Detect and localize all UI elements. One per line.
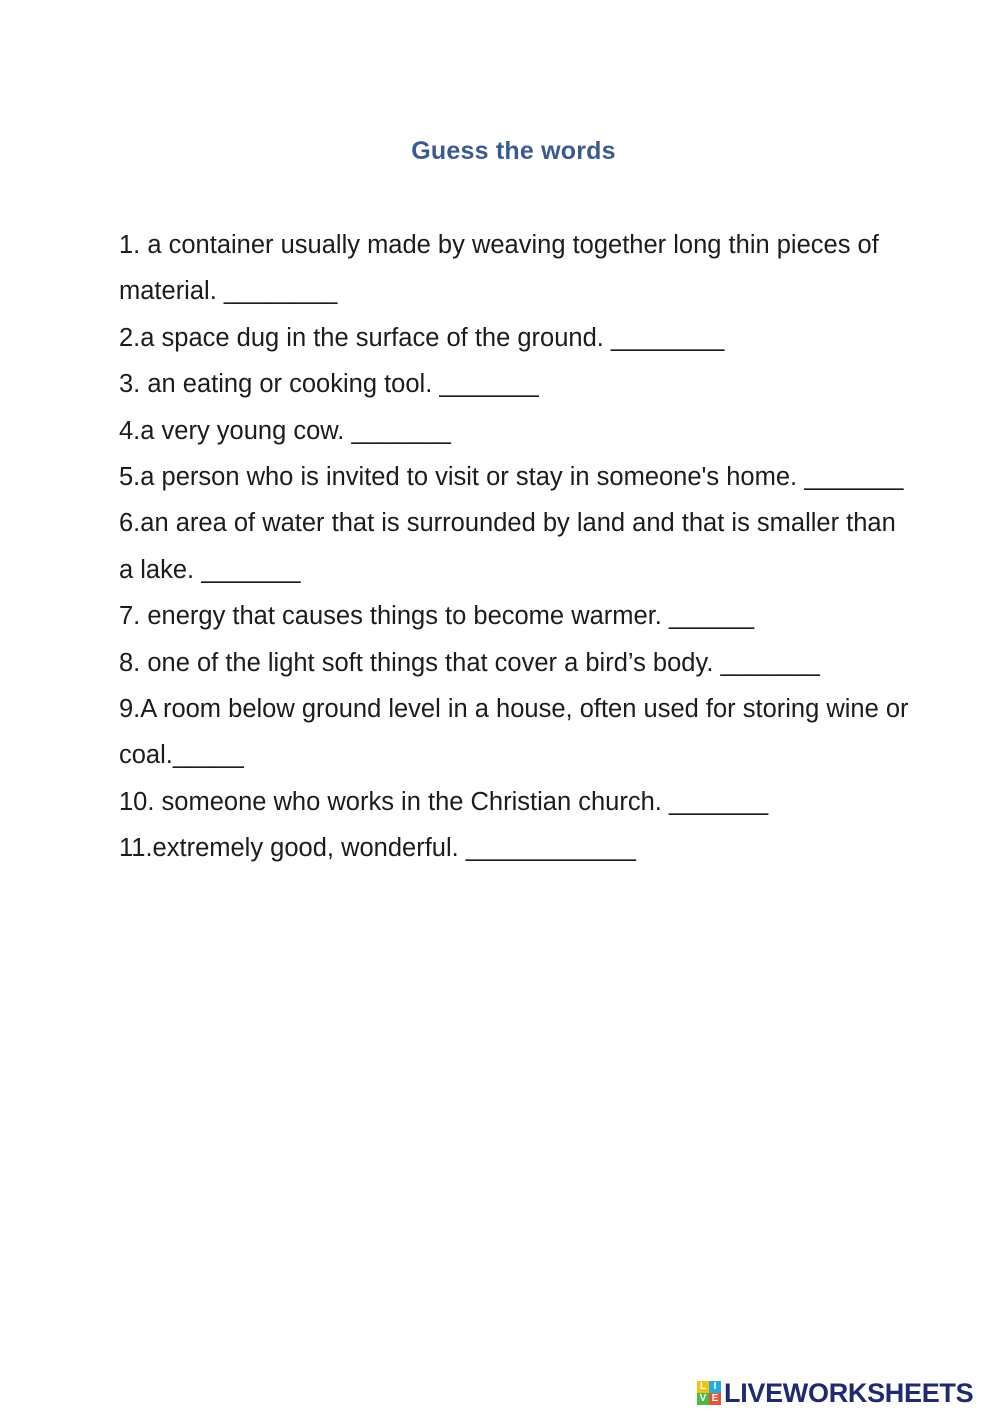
answer-blank-7[interactable]: ______ (661, 602, 755, 631)
answer-blank-10[interactable]: _______ (661, 787, 769, 816)
exercise-item-11 (119, 825, 909, 871)
liveworksheets-wordmark: LIVEWORKSHEETS (724, 1377, 974, 1408)
exercise-text-9: 9.A room below ground level in a house, often used for storing wine or coal. (119, 695, 909, 770)
answer-blank-6[interactable]: _______ (194, 555, 301, 584)
exercise-item-6 (119, 500, 909, 593)
exercise-text-11: 11.extremely good, wonderful. (119, 834, 459, 863)
answer-blank-11[interactable]: ____________ (458, 834, 636, 863)
exercise-text-8: 8. one of the light soft things that cover a bird’s body. (119, 648, 714, 677)
exercise-item-10 (119, 779, 909, 825)
exercise-item-2 (119, 315, 909, 361)
exercise-item-4 (119, 408, 909, 454)
answer-blank-1[interactable]: ________ (216, 277, 338, 306)
exercise-item-3 (119, 361, 909, 407)
exercise-text-7: 7. energy that causes things to become warmer. (119, 602, 662, 631)
exercise-item-9 (119, 686, 909, 779)
exercise-text-5: 5.a person who is invited to visit or stay in someone's home. (119, 463, 798, 492)
exercise-text-10: 10. someone who works in the Christian church. (119, 787, 662, 816)
exercise-text-6: 6.an area of water that is surrounded by land and that is smaller than a lake. (119, 509, 896, 584)
exercise-item-7 (119, 593, 909, 639)
answer-blank-5[interactable]: _______ (797, 463, 904, 492)
logo-mark-letter-4: E (709, 1393, 721, 1405)
liveworksheets-mark-icon (697, 1381, 721, 1405)
exercise-item-5 (119, 454, 909, 500)
answer-blank-8[interactable]: _______ (713, 648, 820, 677)
answer-blank-2[interactable]: ________ (603, 323, 725, 352)
answer-blank-3[interactable]: _______ (432, 370, 539, 399)
exercise-item-8 (119, 640, 909, 686)
exercise-text-4: 4.a very young cow. (119, 416, 345, 445)
answer-blank-9[interactable]: _____ (172, 741, 244, 770)
answer-blank-4[interactable]: _______ (344, 416, 451, 445)
page-title: Guess the words (411, 137, 616, 165)
liveworksheets-logo (697, 1377, 973, 1409)
logo-mark-letter-1: L (697, 1381, 709, 1393)
exercise-item-1 (119, 222, 909, 315)
exercise-text-2: 2.a space dug in the surface of the ground. (119, 323, 604, 352)
logo-mark-letter-2: I (709, 1381, 721, 1393)
logo-mark-letter-3: V (697, 1393, 709, 1405)
exercise-text-1: 1. a container usually made by weaving together long thin pieces of material. (119, 231, 879, 306)
exercise-list (119, 222, 909, 872)
exercise-text-3: 3. an eating or cooking tool. (119, 370, 433, 399)
